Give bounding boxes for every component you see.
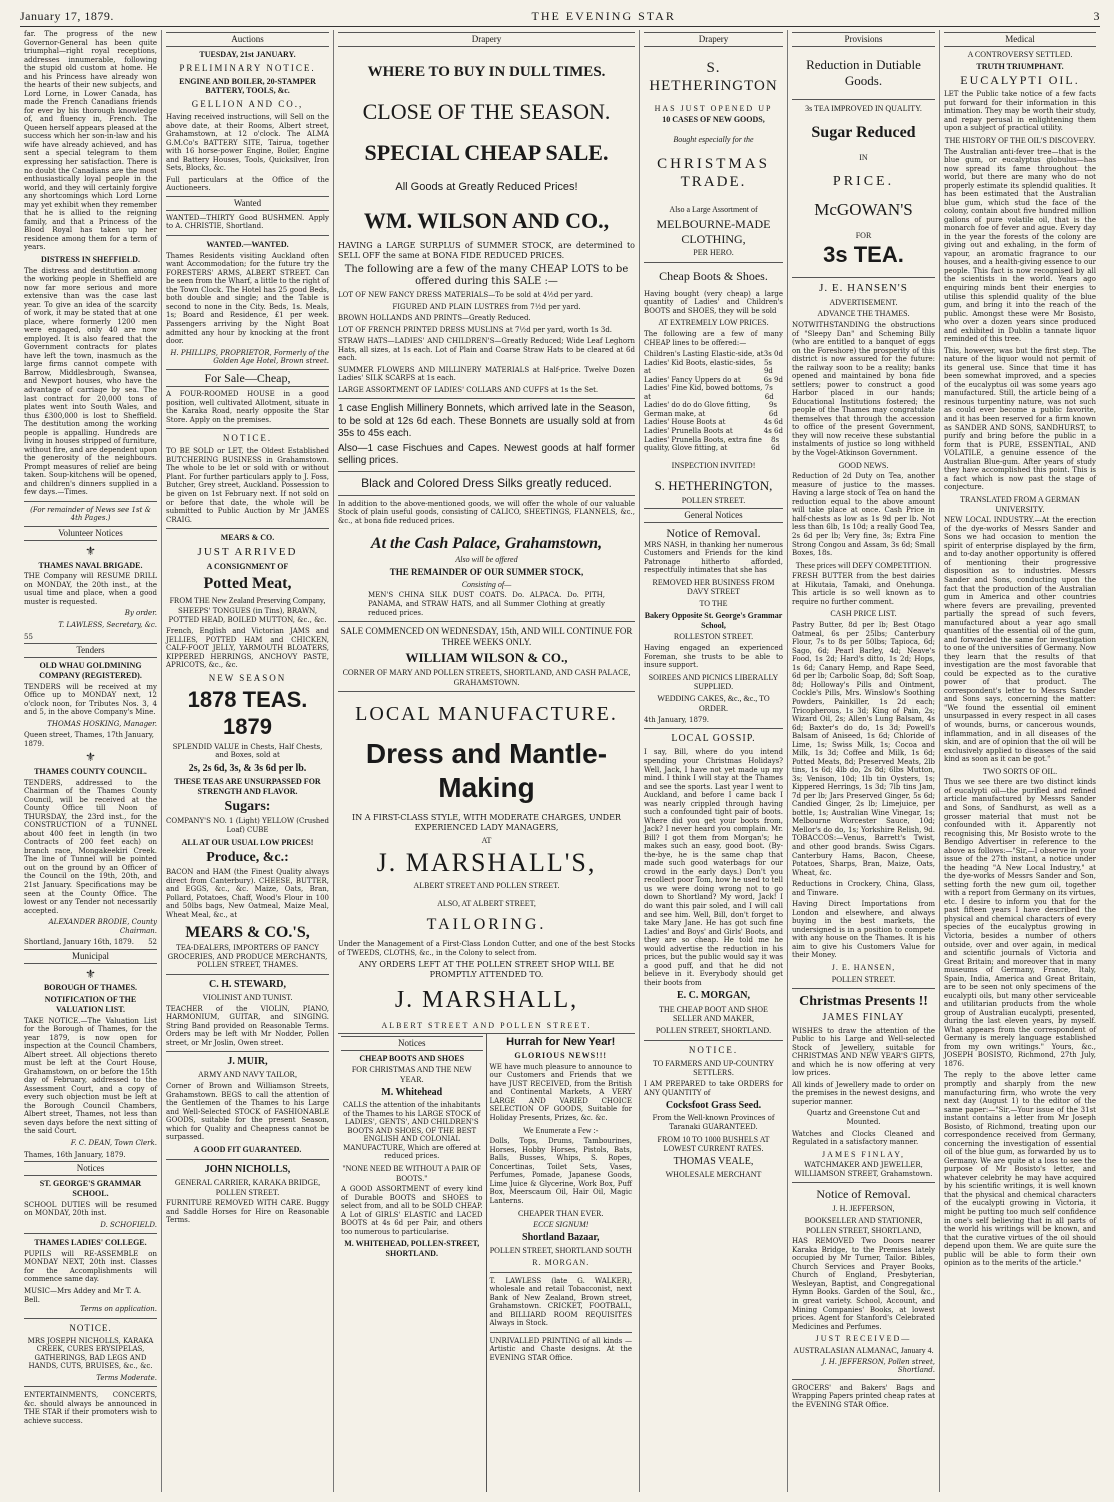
price-row	[644, 436, 783, 453]
lead-article: far. The progress of the new Governor-General has been quite triumphal—right royal receptions, addresses innumerable, following the stupid old custom at home. He and his Princess have already won the hearts of their new subjects, and Lord Lorne, in Lower Canada, has made the French Canadians friends for ever by his thorough knowledge of, and fluency in, French. The Queen herself appears pleased at the success which her son-in-law and his wife have already achieved, and has sent a special telegram to them expressing her satisfaction. There is no doubt the Canadians are the most enthusiastically loyal people in the world, and they will certainly forgive any shortcomings which Lord Lorne may yet exhibit when they remember that he is allied to the reigning family, and that a Princess of the Blood Royal has taken up her residence among them for a term of years.	[24, 30, 157, 252]
valuation-heading: NOTIFICATION OF THE VALUATION LIST.	[44, 995, 137, 1014]
potted-from: FROM THE New Zealand Preserving Company,	[169, 595, 326, 605]
removal-text: MRS NASH, in thanking her numerous Customers and Friends for the kind Patronage hitherto afforded, respectfully intimates that she has	[644, 540, 783, 575]
nicholls-carrier-text: FURNITURE REMOVED WITH CARE. Buggy and Saddle Horses for Hire on Reasonable Terms.	[166, 1199, 329, 1225]
defy: These prices will DEFY COMPETITION.	[795, 560, 932, 570]
hurrah-heading: Hurrah for New Year!	[506, 1035, 616, 1048]
jefferson-heading: J. H. JEFFERSON,	[832, 1204, 895, 1214]
price-label: PRICE.	[832, 173, 895, 189]
column-4	[640, 30, 788, 1492]
following-text: The following are a few of many CHEAP lines to be offered:—	[644, 330, 783, 347]
grocers-text: GROCERS' and Bakers' Bags and Wrapping Papers printed cheap rates at the EVENING STAR Office.	[792, 1383, 935, 1409]
whitehead-name: M. Whitehead	[381, 1086, 443, 1098]
mears-header: MEARS & CO.	[220, 533, 275, 543]
masthead	[20, 6, 1100, 27]
produce-heading: Produce, &c.:	[206, 850, 289, 866]
butter-text: FRESH BUTTER from the best dairies at Hikutaia, Tamaki, and Onehunga. This article is so well known as to require no further comment.	[792, 572, 935, 606]
wilson-heading: WM. WILSON AND CO.,	[363, 208, 610, 234]
good-news: GOOD NEWS.	[838, 460, 889, 470]
rolleston: ROLLESTON STREET.	[673, 632, 754, 642]
sugars-heading: Sugars:	[224, 799, 271, 815]
hetherington-address: POLLEN STREET.	[681, 496, 746, 506]
controversy: A CONTROVERSY SETTLED.	[967, 49, 1073, 59]
enumerate: We Enumerate a Few :-	[523, 1125, 599, 1135]
price-item: Ladies' Kid Boots, elastic-sides, at	[644, 358, 756, 376]
finlay-sub: WATCHMAKER AND JEWELLER, WILLIAMSON STREET, Grahamstown.	[794, 1161, 933, 1178]
price-row	[644, 427, 783, 436]
sugar-list: COMPANY'S NO. 1 (Light) YELLOW (Crushed Loaf) CUBE	[166, 817, 329, 834]
marshall-address-2: ALBERT STREET AND POLLEN STREET.	[381, 1020, 592, 1030]
cases: 10 CASES OF NEW GOODS,	[662, 115, 765, 125]
notices-box	[338, 1033, 635, 1492]
column-2	[162, 30, 334, 1492]
ladies-terms: Terms on application.	[80, 1305, 157, 1314]
muir-sub: ARMY AND NAVY TAILOR,	[198, 1070, 297, 1080]
column-5	[788, 30, 940, 1492]
auction-heading: PRELIMINARY NOTICE.	[179, 62, 316, 73]
morgan-address: POLLEN STREET, SHORTLAND.	[655, 1026, 772, 1036]
consisting: Consisting of—	[461, 579, 512, 589]
naval-signature: T. LAWLESS, Secretary, &c.	[58, 620, 157, 629]
boots-heading: CHEAP BOOTS AND SHOES	[359, 1053, 465, 1063]
cash-price-text: Pastry Butter, 8d per lb; Best Otago Oatmeal, 6s per 25lbs; Canterbury Flour, 7s to 8s per 50lbs; Tapioca, 6d; Sago, 6d; Pearl Barley, 4d; Neave's Food, 1s 2d; Hard's ditto, 1s 2d; Hops, 1s 6d; Canary Hemp, and Rape Seed, 6d per lb; Carbolic Soap, 8d; Soft Soap, 8d; Holloway's Pills and Ointment, Cockle's Pills, Mrs. Winslow's Soothing Powders, Painkiller, 1s 2d each; Tricopherous, 1s 3d; King of Pain, 2s; Wizard Oil, 2s; Allen's Lung Balsam, 4s 6d; Baxter's do do, 1s 3d; Powell's Balsam of Aniseed, 1s 6d; Chloride of Lime, 1s; Swiss Milk, 1s; Cocoa and Milk, 1s 3d; Coffee and Milk, 1s 6d; Potted Meats, 8d; Preserved Meats, 2lb tins, 1s 6d; 4lb do, 2s 8d; 6lbs Mutton, 3s; Venison, 10d; 1lb tin Oysters, 1s; Kippered Herrings, 1s 3d; 7lb tins Jam, 7d per lb; Jars Preserved Ginger, 5s 6d; Candied Ginger, 2s lb; Limejuice, per bottle, 1s; Australian Wine Vinegar, 1s; Melbourne Worcester Sauce, 10d; Mellor's do do, 1s; Yorkshire Relish, 9d. TOBACCOS:—Venus, Barrett's Twist, and other good brands. Swiss Cigars. Canterbury Hams, Bacon, Cheese, Potatoes, Sharps, Bran, Maize, Oats, Wheat, &c.	[792, 621, 935, 877]
hansen-heading: J. E. HANSEN'S	[819, 282, 908, 295]
cash-palace: At the Cash Palace, Grahamstown,	[370, 534, 603, 552]
forsale-section: For Sale—Cheap,	[166, 369, 329, 388]
steward-sub: VIOLINIST AND TUNIST.	[202, 992, 293, 1002]
two-sorts-text: Thus we see there are two distinct kinds of eucalypti oil—the purified and refined article manufactured by Messrs Sander and Sons, of Sandhurst, as well as a grosser material that must not be confounded with it. Apparently not recognising this, Mr Bosisto wrote to the Bendigo Advertiser in reference to the above as follows:—"Sir,—I observe in your issue of the 27th instant, a notice under the heading "A New Local Industry," at the dye-works of Messrs Sander and Son, setting forth the new gum oil, together with a report from Germany on its virtues, etc. I desire to inform you that for the past fifteen years I have described the physical and chemical characters of every species of the eucalyptus growing in Victoria, besides a number of others outside, over and over again, in medical and scientific journals of Victoria and Great Britain; and moreover that in many museums of Germany, France, Italy, Spain, India, America and Great Britain, are to be seen not only specimens of the eucalypti oils, but many other serviceable and utilitarian products from the whole group of Australian eucalypti, presented, during the last eleven years, by myself. What appears from the correspondent of Germany is merely language established from my own writings." Yours, &c., JOSEPH BOSISTO, Richmond, 27th July, 1876.	[944, 778, 1096, 1068]
hurrah-text: WE have much pleasure to announce to our Customers and Friends that we have JUST RECEIVED, from the British and Continental Markets, A VERY LARGE AND VARIED CHOICE SELECTION OF GOODS, Suitable for Holiday Presents, Prizes, &c. &c.	[489, 1062, 632, 1122]
local-manufacture: LOCAL MANUFACTURE.	[355, 703, 618, 726]
county-date: Shortland, January 16th, 1879.	[24, 938, 134, 947]
jefferson-signature: J. H. JEFFERSON, Pollen street, Shortland.	[821, 1357, 935, 1375]
grammar-heading: ST. GEORGE'S GRAMMAR SCHOOL.	[39, 1179, 142, 1198]
hansen-signature: J. E. HANSEN,	[831, 962, 896, 972]
history-text: The Australian anti-fever tree—that is the blue gum, or eucalyptus globulus—has now spread its fame throughout the world, but there are many who do not properly estimate its splendid qualities. It has been estimated that the Australian blue gum, which stud the face of the colony, contain about five hundred million gallons of pure volatile oil, that is the monarch foe of fever and ague. Every day in the year the forests of the colony are giving out and exhaling, in the form of vapour, an aromatic fragrance to our houses, and a health-giving essence to our people. This fact is now recognised by all the scientists in the world. Years ago enquiring minds bent their energies to utilise this splendid quality of the blue gum, and bring it into the reach of the public. Amongst these were Mr Bosisto, who over a dozen years since produced and exhibited in Dublin a tannate liquor reminded of this tree.	[944, 147, 1096, 344]
page-number: 3	[1093, 8, 1100, 23]
tea-note: THESE TEAS ARE UNSURPASSED FOR STRENGTH AND FLAVOR.	[174, 776, 321, 796]
having-text: HAVING a LARGE SURPLUS of SUMMER STOCK, are determined to SELL OFF the same at BONA FIDE REDUCED PRICES.	[338, 241, 635, 260]
marshall-address: ALBERT STREET AND POLLEN STREET.	[413, 881, 560, 891]
almanac: AUSTRALASIAN ALMANAC, January 4.	[793, 1345, 934, 1355]
reply-text: The reply to the above letter came promptly and sharply from the new manufacturing firm, who wrote the very next day (August 1) to the editor of the same paper:—"Sir,—Your issue of the 31st instant contains a letter from Mr Joseph Bosisto, of Richmond, treating upon our correspondence received from Germany, concerning the investigation of essential oil of the blue gum, as forwarded by us to Germany. We are quite at a loss to see the purpose of Mr Bosisto's letter, and whatever celebrity he may have acquired by his scientific writings, it is well known that the physical and chemical characters of the eucalypti growing in Victoria, it might be putting too much self confidence in one's self believing that in all parts of the world his writings will be known, and that the curative virtues of the oil should depend upon them. We are quite sure the public will be able to form their own opinion as to the merits of the article."	[944, 1071, 1096, 1268]
nicholls-sub: GENERAL CARRIER, KARAKA BRIDGE, POLLEN STREET.	[174, 1177, 321, 1197]
price-item: Ladies' Fancy Uppers do at	[644, 375, 741, 384]
whau-heading: OLD WHAU GOLDMINING COMPANY (REGISTERED).	[39, 661, 142, 680]
produce-text: BACON and HAM (the Finest Quality always direct from Canterbury). CHEESE, BUTTER, and EGGS, &c., &c. Maize, Oats, Bran, Pollard, Potatoes, Chaff, Wood's Flour in 100 and 50lbs bags, New Oatmeal, Maize Meal, Wheat Meal, &c., at	[166, 868, 329, 920]
lot-item: LOT OF FRENCH PRINTED DRESS MUSLINS at 7½d per yard, worth 1s 3d.	[338, 325, 613, 334]
muir-fit: A GOOD FIT GUARANTEED.	[193, 1144, 302, 1154]
also-at: ALSO, AT ALBERT STREET,	[437, 898, 536, 908]
fischues-text: Also—1 case Fischues and Capes. Newest goods at half former selling prices.	[338, 442, 635, 467]
veale-sub: WHOLESALE MERCHANT	[665, 1170, 762, 1180]
good-news-text: Reduction of 2d Duty on Tea, another measure of justice to the masses. Having a large stock of Tea on hand the reduction equal to the above amount will take place at once. Cash Price in half-chests as low as 1s 9d per lb. Not less than 6lb, 1s 10d; a really Good Tea, 2s 6d per lb; Very fine, 3s; Extra Fine Strong Congou and Assam, 3s 6d; Small Boxes, 18s.	[792, 472, 935, 558]
naval-text: THE Company will RESUME DRILL on MONDAY, the 20th inst., at the usual time and place, when a good muster is requested.	[24, 572, 157, 606]
dress-mantle: Dress and Mantle-Making	[365, 737, 608, 803]
morgan-name: R. MORGAN.	[532, 1257, 590, 1267]
morgan-sub: THE CHEAP BOOT AND SHOE SELLER AND MAKER,	[659, 1004, 768, 1024]
issue-date: January 17, 1879.	[20, 8, 114, 23]
naval-heading: THAMES NAVAL BRIGADE.	[38, 560, 143, 570]
farmers: TO FARMERS AND UP-COUNTRY SETTLERS.	[652, 1058, 775, 1078]
auction-particulars: Full particulars at the Office of the Auctioneers.	[166, 175, 329, 193]
gossip-text: I say, Bill, where do you intend spending your Christmas Holidays? Well, Jack, I have not yet made up my mind. I think I will stay at the Thames and see the sports. Last year I went to Auckland, and before I came back I was nearly crippled through having such a confounded tight pair of boots. Where did you get your boots from, Jack? I never heard you complain. Mr. Bill? I got them from Morgan's; he makes such an easy, good boot. (By-the-bye, he is the same chap that made such good waterbags for our crowd in the early days.) Don't you recollect poor Tom, how he used to tell us we were doing wrong not to go down to Shortland? My word, Jack! I do want this pair soled, and I will call and see him. Well, Bill, don't forget to take Mary Jane. He has got such fine Ladies' and Boys' and Girls' Boots, and they are so cheap. He told me he would advertise the reduction in his prices, but the public would say it was a good puff, and that he did not believe in it. Everybody should get their boots from	[644, 748, 783, 987]
whau-signature: THOMAS HOSKING, Manager.	[47, 719, 157, 728]
cheaper: CHEAPER THAN EVER.	[518, 1208, 604, 1218]
county-text: TENDERS, addressed to the Chairman of the Thames County Council, will be received at the County Office till Noon of THURSDAY, the 23rd inst., for the CONSTRUCTION of a TUNNEL about 400 feet in length (in two Contracts of 200 feet each) on branch race, Mongakeekiri Creek. The line of Tunnel will be pointed out on the ground by an Officer of the Council on the 19th, 20th, and 21st January. Specifications may be seen at the County Office. The lowest or any Tender not necessarily accepted.	[24, 778, 157, 915]
lot-item: FIGURED AND PLAIN LUSTRES from 7½d per yard.	[392, 302, 581, 311]
marshalls-heading: J. MARSHALL'S,	[376, 848, 597, 878]
whitehead-text: CALLS the attention of the inhabitants of the Thames to his LARGE STOCK of LADIES', GENTS', AND CHILDREN'S BOOTS AND SHOES, OF THE BEST ENGLISH AND COLONIAL MANUFACTURE, Which are offered at reduced prices.	[342, 1101, 481, 1161]
price-value: 8s 6d	[771, 435, 780, 453]
steward-text: TEACHER of the VIOLIN, PIANO, HARMONIUM, GUITAR, and SINGING. String Band provided on Reasonable Terms. Orders may be left with Mr Nodder, Pollen street, or Mr Joslin, Owen street.	[166, 1004, 329, 1047]
hansen-address: POLLEN STREET.	[831, 974, 896, 984]
auction-subheading: ENGINE AND BOILER, 20-STAMPER BATTERY, TOOLS, &c.	[179, 76, 316, 96]
usual-prices: ALL AT OUR USUAL LOW PRICES!	[181, 837, 314, 847]
enumerate-list: Dolls, Tops, Drums, Tambourines, Horses, Hobby Horses, Pistols, Bats, Balls, Busses, Whips, S. Ropes, Concertinas, Toilet Sets, Vases, Perfumes, Pomade, Japanese Goods, Lime Juice & Glycerine, Work Box, Puff Box, Meerscaum Oil, Hair Oil, Magic Lanterns.	[489, 1137, 632, 1205]
just-arrived: JUST ARRIVED	[197, 545, 298, 558]
whitehead-quote: "NONE NEED BE WITHOUT A PAIR OF BOOTS."	[342, 1163, 482, 1183]
auction-date: TUESDAY, 21st JANUARY.	[199, 49, 296, 59]
bakery: Bakery Opposite St. George's Grammar School,	[644, 610, 783, 630]
boots-text: Having bought (very cheap) a large quantity of Ladies' and Children's BOOTS and SHOES, they will be sold	[644, 289, 783, 315]
naval-number: 55	[24, 632, 33, 641]
all-goods: All Goods at Greatly Reduced Prices!	[395, 180, 578, 193]
newspaper-title: THE EVENING STAR	[531, 8, 676, 23]
ladies-music: MUSIC—Mrs Addey and Mr T. A. Bell.	[24, 1286, 142, 1304]
valuation-text: TAKE NOTICE.—The Valuation List for the Borough of Thames, for the year 1879, is now open for inspection at the Council Chambers, Albert street. All objections thereto must be left at the Court House, Grahamstown, on or before the 15th day of February, addressed to the Assessment Court, and a copy of every such objection must be left at the Borough Council Chambers, Albert street, Thames, not less than seven days before the next sitting of the said Court.	[24, 1016, 157, 1136]
foreman-text: Having engaged an experienced Foreman, she trusts to be able to insure support.	[644, 644, 783, 670]
finlay-watches: Watches and Clocks Cleaned and Regulated in a satisfactory manner.	[792, 1129, 935, 1147]
soirees: SOIREES AND PICNICS LIBERALLY SUPPLIED.	[648, 672, 779, 692]
wanted-section: Wanted	[166, 196, 329, 211]
price-item: Ladies' Prunella Boots at	[644, 426, 733, 435]
auctioneer-name: GELLION AND CO.,	[191, 99, 304, 110]
two-sorts-heading: TWO SORTS OF OIL.	[982, 766, 1058, 776]
price-row	[644, 384, 783, 401]
price-value: 4s 6d	[763, 418, 783, 427]
black-silks: Black and Colored Dress Silks greatly reduced.	[361, 476, 612, 491]
tea-improved: 3s TEA IMPROVED IN QUALITY.	[805, 103, 922, 113]
at-label: AT	[481, 835, 492, 845]
has-opened: HAS JUST OPENED UP	[654, 103, 773, 113]
price-value: 4s 6d	[763, 426, 783, 435]
history-text-2: This, however, was but the first step. The nature of the liquor would not permit of its general use. Since that time it has been somewhat improved, and a species of the eucalyptus oil was some years ago manufactured. Still, the article being of a resinous turpentiny nature, was not such as could ever become a public favorite, and it has been reserved for a firm known as SANDER AND SONS, SANDHURST, to purify and bring before the public in a form that is PURE, ESSENTIAL, AND VOLATILE, a genuine essence of the Australian Blue-gum. After years of study they have accomplished this point. This is a fact which is now past the stage of conjecture.	[944, 346, 1096, 492]
printing-text: UNRIVALLED PRINTING of all kinds —Artistic and Chaste designs. At the EVENING STAR Office.	[489, 1336, 632, 1362]
notices-section: Notices	[341, 1036, 483, 1051]
valuation-date: Thames, 16th January, 1879.	[24, 1150, 126, 1159]
morgan-heading: E. C. MORGAN,	[676, 990, 751, 1002]
notices-section: Notices	[24, 1161, 157, 1176]
lots-list	[338, 291, 635, 394]
price-value: 7s 6d	[764, 384, 774, 401]
removed: REMOVED HER BUSINESS FROM DAVY STREET	[652, 577, 775, 597]
bazaar-name: Shortland Bazaar,	[522, 1232, 600, 1244]
bazaar-address: POLLEN STREET, SHORTLAND SOUTH	[489, 1246, 632, 1256]
clothing: CLOTHING,	[681, 231, 746, 246]
to-the: TO THE	[699, 599, 728, 609]
wedding-date: 4th January, 1879.	[644, 715, 710, 724]
direct-text: Having Direct Importations from London and elsewhere, and always buying in the best markets, the undersigned is in a position to compete with any house on the Thames. It is his aim to give his Customers Value for their Money.	[792, 900, 935, 960]
following-text: The following are a few of the many CHEAP LOTS to be offered during this SALE :—	[344, 263, 629, 287]
lot-item: STRAW HATS—LADIES' AND CHILDREN'S—Greatly Reduced; Wide Leaf Leghorn Hats, all sizes, at 1s each. Lot of Plain and Coarse Straw Hats to be cleared at 6d each.	[338, 337, 635, 363]
nicholls-terms: Terms Moderate.	[96, 1373, 157, 1382]
veale: THOMAS VEALE,	[673, 1156, 754, 1168]
melbourne-also: Also a Large Assortment of	[669, 205, 758, 215]
cocksfoot-text: From the Well-known Provinces of Taranaki GUARANTEED.	[652, 1114, 775, 1132]
translated-text: NEW LOCAL INDUSTRY.—At the erection of the dye-works of Messrs Sander and Sons we had occasion to mention the spirit of enterprise displayed by the firm, and to-day another opportunity is offered of mentioning their progressive disposition as to industries. Messrs Sander and Sons, conducting upon the fact that the production of the Australian gum in America and other countries where fevers are prevailing, prevented partially the spread of such fevers, manufactured about a year ago small quantities of the essential oil of the gum, and forwarded the same for investigation to one of the universities of Germany. Now they learn that the results of that investigation are the most favorable that could be expected as to the curative power of that product. The correspondent's letter to Messrs Sander and Sons says, concerning the matter: "We found the essential oil eminent unsurpassed in every respect in all cases of wounds, burns, or cancerous wounds, inflammation, and in all diseases of the skin, and are of opinion that the oil will be exclusively applied to diseases of the said kind as soon as it can be got."	[944, 516, 1096, 764]
price-item: Ladies' Fine Kid, bowed bottoms, at	[644, 384, 763, 401]
tailoring-text: Under the Management of a First-Class London Cutter, and one of the best Stocks of TWEEDS, CLOTHS, &c., in the Colony to select from.	[338, 940, 635, 957]
tenders-section: Tenders	[24, 643, 157, 658]
also-offered: Also will be offered	[455, 555, 518, 565]
provisions-section: Provisions	[792, 32, 935, 47]
drapery-section: Drapery	[644, 32, 783, 47]
whau-date: Queen street, Thames, 17th January, 1879.	[24, 731, 154, 748]
price-item: Ladies' Prunella Boots, extra fine quality, Glove fitting, at	[644, 435, 762, 453]
sale-commenced: SALE COMMENCED ON WEDNESDAY, 15th, AND WILL CONTINUE FOR THREE WEEKS ONLY.	[340, 626, 633, 648]
translated-heading: TRANSLATED FROM A GERMAN UNIVERSITY.	[960, 494, 1080, 514]
drapery-section: Drapery	[338, 32, 635, 47]
finlay-kinds: All kinds of Jewellery made to order on the premises in the newest designs, and superior manner.	[792, 1080, 935, 1106]
general-notices-section: General Notices	[644, 508, 783, 523]
tea-prices: 2s, 2s 6d, 3s, & 3s 6d per lb.	[188, 762, 307, 774]
lot-item: BROWN HOLLANDS AND PRINTS—Greatly Reduced.	[338, 314, 531, 323]
notice2-heading: NOTICE.	[688, 1044, 739, 1055]
wilson-signature: WILLIAM WILSON & CO.,	[405, 650, 568, 666]
teas-heading: 1878 TEAS. 1879	[187, 686, 308, 739]
county-footer	[24, 938, 157, 947]
forsale-text: A FOUR-ROOMED HOUSE in a good position, well cultivated Allotment, situate in the Karaka Road, nearly opposite the Star Store. Apply on the premises.	[166, 390, 329, 424]
crest-icon: ⚜	[85, 966, 96, 981]
lot-item: LOT OF NEW FANCY DRESS MATERIALS—To be sold at 4½d per yard.	[338, 291, 593, 300]
cocksfoot: Cocksfoot Grass Seed.	[665, 1100, 762, 1112]
removal2-heading: Notice of Removal.	[816, 1187, 911, 1202]
medical-section: Medical	[944, 32, 1096, 47]
hetherington-heading: S. HETHERINGTON	[649, 59, 778, 95]
price-item: Ladies' House Boots at	[644, 418, 726, 427]
reduction: Reduction in Dutiable Goods.	[806, 56, 921, 88]
jefferson-text: HAS REMOVED Two Doors nearer Karaka Bridge, to the Premises lately occupied by Mr Turner, Tailor. Bibles, Church Services and Prayer Books, Church of England, Presbyterian, Wesleyan, Baptist, and Congregational Hymn Books. Garden of the Soul, &c., in great variety. School, Account, and Mining Companies' Books, at lowest prices. Agent for Stanford's Celebrated Medicines and Perfumes.	[792, 1237, 935, 1331]
removal-heading: Notice of Removal.	[666, 525, 761, 540]
wedding-cakes: WEDDING CAKES, &c., &c., TO ORDER.	[657, 694, 770, 713]
christmas: CHRISTMAS	[657, 155, 770, 172]
boot-price-list	[644, 350, 783, 452]
nicholls-heading: JOHN NICHOLLS,	[204, 1163, 291, 1175]
stock-list: MEN'S CHINA SILK DUST COATS. Do. ALPACA. Do. PITH, PANAMA, and STRAW HATS, and all Summer Clothing at greatly reduced prices.	[368, 591, 605, 617]
borough-heading: BOROUGH OF THAMES.	[43, 983, 138, 993]
municipal-section: Municipal	[24, 949, 157, 964]
grammar-signature: D. SCHOFIELD.	[100, 1220, 157, 1229]
splendid-value: SPLENDID VALUE in Chests, Half Chests, and Boxes, sold at	[172, 742, 323, 760]
entertainments-text: ENTERTAINMENTS, CONCERTS, &c. should always be announced in THE STAR if their promoters wish to achieve success.	[24, 1391, 157, 1425]
christmas-presents: Christmas Presents !!	[799, 994, 928, 1010]
sugar-reduced: Sugar Reduced	[811, 124, 916, 142]
price-item: Children's Lasting Elastic-side, at	[644, 350, 764, 359]
finlay-heading: JAMES FINLAY	[822, 1012, 905, 1024]
crest-icon: ⚜	[85, 750, 96, 765]
finlay-quartz: Quartz and Greenstone Cut and Mounted.	[806, 1109, 921, 1126]
lot-item: SUMMER FLOWERS AND MILLINERY MATERIALS at Half-price. Twelve Dozen Ladies' SILK SCARFS at 1s each.	[338, 365, 635, 383]
per-hero: PER HERO.	[693, 248, 734, 258]
wanted-bushmen: WANTED—THIRTY Good BUSHMEN. Apply to A. CHRISTIE, Shortland.	[166, 213, 329, 231]
wilson-address: CORNER OF MARY AND POLLEN STREETS, SHORTLAND, AND CASH PALACE, GRAHAMSTOWN.	[342, 667, 631, 687]
muir-text: Corner of Brown and Williamson Streets, Grahamstown. BEGS to call the attention of the Gentlemen of the Thames to his Large and Well-Selected STOCK of FASHIONABLE GOODS, suitable for the present Season, which for Quality and Cheapness cannot be surpassed.	[166, 1082, 329, 1142]
hetherington-signature: S. HETHERINGTON,	[654, 478, 773, 494]
price-row	[644, 376, 783, 385]
bushels: FROM 10 TO 1000 BUSHELS AT LOWEST CURRENT RATES.	[657, 1134, 770, 1154]
column-6	[940, 30, 1100, 1492]
price-row	[644, 359, 783, 376]
consignment: A CONSIGNMENT OF	[206, 562, 289, 572]
trade: TRADE.	[680, 174, 747, 191]
nicholls-text: MRS JOSEPH NICHOLLS, KARAKA CREEK, CURES ERYSIPELAS, GATHERINGS, BAD LEGS AND HANDS, CUTS, BRUISES, &c., &c.	[27, 1336, 154, 1371]
intro-text: LET the Public take notice of a few facts put forward for their information in this intimation. They may be worth their study, and repay perusal in enlightening them upon a subject of practical utility.	[944, 90, 1096, 133]
county-number: 52	[148, 938, 157, 947]
auctions-section: Auctions	[166, 32, 329, 47]
cheap-boots: Cheap Boots & Shoes.	[659, 269, 768, 284]
county-heading: THAMES COUNTY COUNCIL.	[34, 766, 147, 776]
ecce-signum: ECCE SIGNUM!	[533, 1220, 589, 1230]
hansen-text: NOTWITHSTANDING the obstructions of "Sleepy Dan" and Scheming Billy (who are entitled to a banquet of eggs on the Foreshore) the prosperity of this district is now assured for the future: the railway soon to be a reality; banks opened and maintained by bona fide settlers; power to construct a good Harbor placed in our hands; Educational Institutions fostered; the people of the Thames may congratulate themselves that through the accession to office of the present Government, they will now receive these substantial instalments of justice so long withheld by the Vogel-Atkinson Government.	[792, 321, 935, 457]
price-row	[644, 350, 783, 359]
addition-text: In addition to the above-mentioned goods, we will offer the whole of our valuable Stock of plain useful goods, consisting of CALICO, SHEETINGS, FLANNELS, &c., &c., at bona fide reduced prices.	[338, 499, 635, 525]
just-received: JUST RECEIVED—	[815, 1334, 912, 1344]
gossip-heading: LOCAL GOSSIP.	[671, 733, 756, 745]
history-heading: THE HISTORY OF THE OIL'S DISCOVERY.	[944, 135, 1096, 145]
naval-by-order: By order.	[124, 609, 157, 618]
boots-for: FOR CHRISTMAS AND THE NEW YEAR.	[351, 1065, 472, 1085]
potted-list: SHEEPS' TONGUES (in Tins), BRAWN, POTTED HEAD, BOILED MUTTON, &c., &c.	[168, 607, 327, 624]
whitehead-more: A GOOD ASSORTMENT of every kind of Durable BOOTS and SHOES to select from, and all to be SOLD CHEAP. A Lot of GIRLS' ELASTIC and LACED BOOTS at 4s 6d per Pair, and others too numerous to particularise.	[341, 1185, 483, 1236]
lot-item: LARGE ASSORTMENT OF LADIES' COLLARS AND CUFFS at 1s the Set.	[338, 385, 599, 394]
where-to-buy: WHERE TO BUY IN DULL TIMES.	[367, 63, 606, 80]
lawless-text: T. LAWLESS (late G. WALKER), wholesale and retail Tobacconist, next Bank of New Zealand, Brown street, Grahamstown. CRICKET, FOOTBALL, and BILLIARD ROOM REQUISITES Always in Stock.	[489, 1276, 632, 1328]
orders-text: ANY ORDERS LEFT AT THE POLLEN STREET SHOP WILL BE PROMPTLY ATTENDED TO.	[358, 960, 615, 979]
cash-price-list: CASH PRICE LIST.	[830, 609, 897, 619]
finlay-signature: JAMES FINLAY,	[822, 1149, 905, 1159]
crest-icon: ⚜	[85, 543, 96, 558]
glorious-news: GLORIOUS NEWS!!!	[514, 1051, 608, 1061]
bought-for: Bought especially for the	[673, 135, 754, 145]
county-signature: ALEXANDER BRODIE, County Chairman.	[48, 918, 157, 935]
eucalypti-oil: EUCALYPTI OIL.	[960, 73, 1080, 88]
in-label: IN	[859, 152, 868, 162]
close-season: CLOSE OF THE SEASON.	[362, 99, 611, 125]
price-row	[644, 418, 783, 427]
finlay-text: WISHES to draw the attention of the Public to his Large and Well-selected Stock of Jewellery, suitable for CHRISTMAS AND NEW YEAR'S GIFTS, and which he is now offering at very low prices.	[792, 1026, 935, 1078]
tailoring: TAILORING.	[426, 915, 547, 933]
grammar-text: SCHOOL DUTIES will be resumed on MONDAY, 20th inst.	[24, 1200, 157, 1218]
mears-big: MEARS & CO.'S,	[185, 923, 310, 941]
ladies-text: PUPILS will RE-ASSEMBLE on MONDAY NEXT, 20th inst. Classes for the Accomplishments will commence same day.	[24, 1249, 157, 1284]
muir-heading: J. MUIR,	[227, 1056, 268, 1068]
distress-heading: DISTRESS IN SHEFFIELD.	[41, 254, 140, 264]
whau-text: TENDERS will be received at my Office up to MONDAY next, 12 o'clock noon, for Tributes Nos. 3, 4 and 5, in the above Company's Mine.	[24, 682, 157, 717]
whitehead-signature: M. WHITEHEAD, POLLEN-STREET, SHORTLAND.	[344, 1239, 480, 1259]
mcgowan: McGOWAN'S	[814, 199, 913, 219]
whitehead-ad	[338, 1034, 487, 1492]
column-1	[20, 30, 162, 1492]
potted-meat: Potted Meat,	[203, 575, 292, 593]
volunteer-section: Volunteer Notices	[24, 526, 157, 541]
distress-article: The distress and destitution among the working people in Sheffield are now far more serious and more extensive than was the case last year. To give an idea of the scarcity of work, it may be stated that at one place, where formerly 1200 men were engaged, only 40 are now employed. It is also feared that the Government contracts for plates have left the town, inasmuch as the large firms cannot compete with Barrow, Middlesbrough, Swansea, and Newport houses, who have the advantage of carriage by sea. The last contract for 20,000 tons of plates went into South Wales, and thus £300,000 is lost to Sheffield. The destitution among the working people is appalling. Hundreds are living in houses stripped of furniture, without fire, and are dependent upon the generosity of the neighbours. Prompt measures of relief are being taken. Soup-kitchens will be opened, and children's dinners supplied in a few days.—Times.	[24, 266, 157, 497]
first-class-text: IN A FIRST-CLASS STYLE, WITH MODERATE CHARGES, UNDER EXPERIENCED LADY MANAGERS,	[352, 813, 621, 832]
notice-text: TO BE SOLD or LET, the Oldest Established BUTCHERING BUSINESS in Grahamstown. The whole to be let or sold with or without Plant. For further particulars apply to J. Foss, Butcher, Grey street, Auckland. Possession to be given on 1st February next. If not sold on or before that date, the whole will be submitted to Public Auction by Mr JAMES CRAIG.	[166, 447, 329, 524]
potted-also: French, English and Victorian JAMS and JELLIES, POTTED HAM and CHICKEN, CALF-FOOT JELLY, YARMOUTH BLOATERS, KIPPERED HERRINGS, ANCHOVY PASTE, APRICOTS, &c., &c.	[166, 627, 329, 670]
column-3	[334, 30, 640, 1492]
advance-thames: ADVANCE THE THAMES.	[817, 309, 910, 319]
ladies-heading: THAMES LADIES' COLLEGE.	[34, 1238, 147, 1248]
melbourne-made: MELBOURNE-MADE	[656, 217, 771, 232]
new-season: NEW SEASON	[208, 673, 287, 684]
nicholls-notice-heading: NOTICE.	[69, 1322, 112, 1333]
inspection: INSPECTION INVITED!	[671, 460, 756, 470]
valuation-signature: F. C. DEAN, Town Clerk.	[70, 1138, 157, 1147]
price-row	[644, 401, 783, 418]
price-value: 5s 9d	[763, 358, 773, 376]
bonnets-text: 1 case English Millinery Bonnets, which arrived late in the Season, to be sold at 12s 6d each. These Bonnets are usually sold at from 35s to 45s each.	[338, 403, 635, 439]
wanted-hotel-text: Thames Residents visiting Auckland often want Accommodation; for the future try the FORESTERS' ARMS, ALBERT STREET. Can be seen from the Wharf, a little to the right of the Town Clock. The Hotel has 25 good Beds, both double and single; and the Table is second to none in the City. Beds, 1s. Meals, 1s; Board and Residence, £1 per week. Passengers arriving by the Night Boat admitted any hour by knocking at the front door.	[166, 251, 329, 346]
for-label: FOR	[855, 230, 872, 240]
wanted-signature: H. PHILLIPS, PROPRIETOR, Formerly of the Golden Age Hotel, Brown street.	[170, 348, 329, 366]
special-sale: SPECIAL CHEAP SALE.	[364, 140, 609, 166]
truth-triumphant: TRUTH TRIUMPHANT.	[976, 61, 1064, 71]
mears-desc: TEA-DEALERS, IMPORTERS OF FANCY GROCERIES, AND PRODUCE MERCHANTS, POLLEN STREET, THAMES.	[167, 944, 328, 970]
reductions-text: Reductions in Crockery, China, Glass, and Tinware.	[792, 880, 935, 897]
hansen-advertisement: ADVERTISEMENT.	[829, 297, 898, 307]
farmers-text: I AM PREPARED to take ORDERS for ANY QUANTITY of	[644, 1080, 783, 1097]
marshall-big: J. MARSHALL,	[394, 986, 579, 1013]
notice-heading: NOTICE.	[222, 433, 273, 444]
jefferson-sub: BOOKSELLER AND STATIONER, POLLEN STREET, SHORTLAND,	[804, 1215, 923, 1235]
auction-text: Having received instructions, will Sell on the above date, at their Rooms, Albert street, Grahamstown, at 12 o'clock. The ALMA G.M.Co's BATTERY SITE, Tairua, together with 16 horse-power Engine, Boiler, Engine and Battery Houses, Tools, Quicksilver, Iron Sets, Blocks, &c.	[166, 113, 329, 173]
three-s-tea: 3s TEA.	[823, 242, 904, 268]
remainder-note: (For remainder of News see 1st & 4th Pages.)	[30, 505, 151, 523]
price-value: 6s 9d	[763, 375, 783, 384]
low-prices: AT EXTREMELY LOW PRICES.	[658, 318, 769, 328]
remainder-stock: THE REMAINDER OF OUR SUMMER STOCK,	[389, 566, 584, 577]
steward-heading: C. H. STEWARD,	[209, 978, 286, 990]
bazaar-ad	[487, 1034, 636, 1492]
price-value: 9s 6d	[768, 401, 778, 418]
wanted-heading: WANTED.—WANTED.	[206, 239, 289, 249]
price-item: Ladies' do do do Glove fitting, German make, at	[644, 401, 751, 418]
price-value: 3s 0d	[763, 350, 783, 359]
